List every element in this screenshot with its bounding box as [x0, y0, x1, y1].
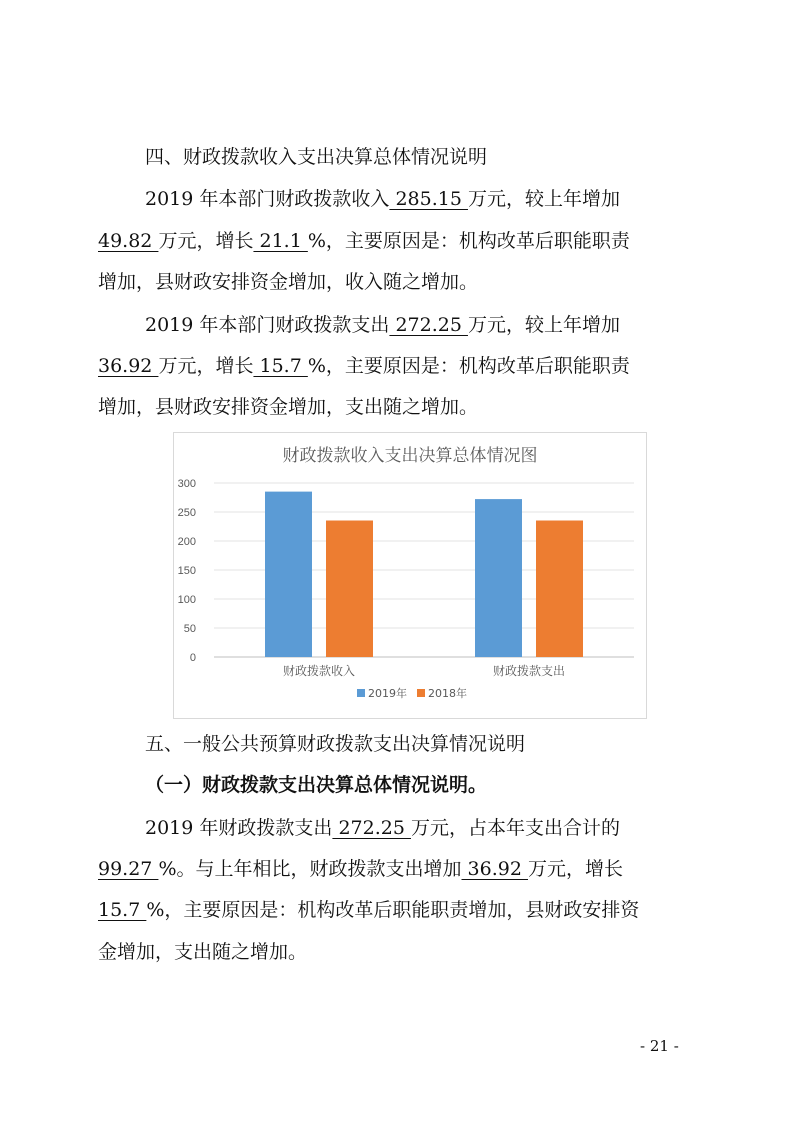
section4-heading: 四、财政拨款收入支出决算总体情况说明 — [145, 146, 488, 168]
text: 万元，占本年支出合计的 — [410, 817, 620, 839]
y-tick-label: 0 — [189, 652, 196, 664]
section5-heading: 五、一般公共预算财政拨款支出决算情况说明 — [145, 733, 526, 755]
paragraph-income-line3: 增加，县财政安排资金增加，收入随之增加。 — [98, 271, 479, 293]
text: 万元，增长 — [158, 355, 254, 377]
bar-2018-0 — [326, 521, 373, 657]
paragraph-expense-line1 — [145, 313, 620, 337]
chart-title: 财政拨款收入支出决算总体情况图 — [282, 446, 538, 466]
text: %，主要原因是：机构改革后职能职责 — [307, 230, 630, 252]
y-tick-label: 150 — [177, 565, 196, 577]
increase-value: 36.92 — [461, 858, 528, 880]
bar-2018-1 — [536, 521, 583, 657]
section5-subheading: （一）财政拨款支出决算总体情况说明。 — [145, 774, 488, 796]
text: %，主要原因是：机构改革后职能职责增加，县财政安排资 — [146, 899, 640, 921]
paragraph-total-line1 — [145, 816, 620, 840]
bar-2019-0 — [265, 492, 312, 657]
text: 万元，较上年增加 — [467, 188, 620, 210]
paragraph-total-line2 — [98, 857, 623, 881]
paragraph-expense-line3: 增加，县财政安排资金增加，支出随之增加。 — [98, 396, 479, 418]
y-tick-label: 300 — [177, 478, 196, 490]
share-value: 99.27 — [98, 858, 159, 880]
text: 2019 年财政拨款支出 — [145, 817, 333, 839]
text: 万元，增长 — [158, 230, 254, 252]
expense-value: 272.25 — [389, 314, 468, 336]
legend-swatch — [417, 689, 425, 697]
x-tick-label: 财政拨款收入 — [282, 664, 356, 678]
growth-value: 15.7 — [98, 899, 147, 921]
legend-swatch — [357, 689, 365, 697]
paragraph-total-line3 — [98, 898, 639, 922]
chart-canvas — [174, 433, 646, 718]
page-number: - 21 - — [640, 1037, 679, 1055]
y-tick-label: 200 — [177, 536, 196, 548]
y-tick-label: 100 — [177, 594, 196, 606]
text: %。与上年相比，财政拨款支出增加 — [158, 858, 462, 880]
income-value: 285.15 — [389, 188, 468, 210]
text: 万元，增长 — [527, 858, 623, 880]
legend-label: 2018年 — [428, 687, 467, 700]
paragraph-expense-line2 — [98, 354, 630, 378]
paragraph-total-line4: 金增加，支出随之增加。 — [98, 941, 308, 963]
text: 万元，较上年增加 — [467, 314, 620, 336]
text: 2019 年本部门财政拨款支出 — [145, 314, 390, 336]
y-tick-label: 50 — [183, 623, 196, 635]
paragraph-income-line2 — [98, 229, 630, 253]
expense-growth-value: 15.7 — [253, 355, 308, 377]
text: 2019 年本部门财政拨款收入 — [145, 188, 390, 210]
bar-2019-1 — [475, 499, 522, 657]
expense-increase-value: 36.92 — [98, 355, 159, 377]
y-tick-label: 250 — [177, 507, 196, 519]
x-tick-label: 财政拨款支出 — [492, 664, 566, 678]
legend-label: 2019年 — [368, 687, 407, 700]
text: %，主要原因是：机构改革后职能职责 — [307, 355, 630, 377]
income-growth-value: 21.1 — [253, 230, 308, 252]
total-expense-value: 272.25 — [332, 817, 411, 839]
income-increase-value: 49.82 — [98, 230, 159, 252]
paragraph-income-line1 — [145, 187, 620, 211]
bar-chart — [173, 432, 647, 719]
